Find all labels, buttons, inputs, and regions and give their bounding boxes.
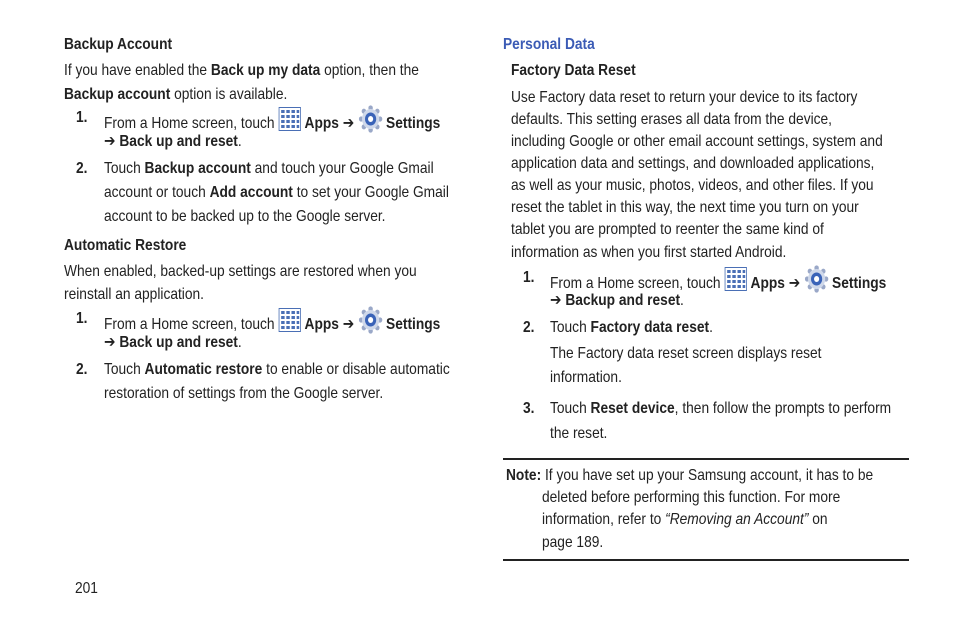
step-number: 2. <box>76 361 88 378</box>
reset-step1-line2: ➔ Backup and reset. <box>550 292 684 309</box>
step-number: 2. <box>523 319 535 336</box>
factory-data-reset-heading: Factory Data Reset <box>511 62 636 79</box>
note-line3: information, refer to “Removing an Account” on <box>542 511 828 528</box>
restore-step2-line1: Touch Automatic restore to enable or disable automatic <box>104 361 450 378</box>
settings-gear-icon <box>358 306 382 342</box>
backup-intro-line2: Backup account option is available. <box>64 86 288 103</box>
step-number: 1. <box>76 109 88 126</box>
restore-step1-line1: From a Home screen, touch Apps ➔ Settings <box>104 307 495 343</box>
page-number: 201 <box>75 580 98 597</box>
backup-step2-line3: account to be backed up to the Google server. <box>104 208 386 225</box>
body-line: Use Factory data reset to return your device to its factory <box>511 89 858 106</box>
step-number: 3. <box>523 400 535 417</box>
reset-step3-line2: the reset. <box>550 425 608 442</box>
body-line: defaults. This setting erases all data from the device, <box>511 111 832 128</box>
body-line: reset the tablet in this way, the next time you turn on your <box>511 199 859 216</box>
apps-grid-icon <box>278 308 300 340</box>
note-line1: Note: If you have set up your Samsung account, it has to be <box>506 467 874 484</box>
backup-account-heading: Backup Account <box>64 36 173 53</box>
note-line2: deleted before performing this function. For more <box>542 489 841 506</box>
backup-step1-line1: From a Home screen, touch Apps ➔ Settings <box>104 106 495 142</box>
reset-step1-line1: From a Home screen, touch Apps ➔ Settings <box>550 266 941 302</box>
step-number: 1. <box>523 269 535 286</box>
restore-step2-line2: restoration of settings from the Google server. <box>104 385 384 402</box>
note-bottom-rule <box>503 559 909 561</box>
body-line: tablet you are prompted to reenter the same kind of <box>511 221 824 238</box>
step-number: 1. <box>76 310 88 327</box>
step-number: 2. <box>76 160 88 177</box>
automatic-restore-heading: Automatic Restore <box>64 237 187 254</box>
reset-step2-sub-line2: information. <box>550 369 622 386</box>
settings-gear-icon <box>804 265 828 301</box>
restore-intro-line1: When enabled, backed-up settings are restored when you <box>64 263 417 280</box>
settings-gear-icon <box>358 105 382 141</box>
restore-step1-line2: ➔ Back up and reset. <box>104 334 242 351</box>
restore-intro-line2: reinstall an application. <box>64 286 204 303</box>
backup-intro-line1: If you have enabled the Back up my data option, then the <box>64 62 419 79</box>
reset-step2-line1: Touch Factory data reset. <box>550 319 713 336</box>
note-top-rule <box>503 458 909 460</box>
body-line: information as when you first started Android. <box>511 244 787 261</box>
note-line4: page 189. <box>542 534 604 551</box>
backup-step1-line2: ➔ Back up and reset. <box>104 133 242 150</box>
apps-grid-icon <box>278 107 300 139</box>
reset-step3-line1: Touch Reset device, then follow the prompts to perform <box>550 400 892 417</box>
body-line: application data and settings, and downloaded applications, <box>511 155 875 172</box>
body-line: including Google or other email account settings, system and <box>511 133 883 150</box>
note-xref-link[interactable]: “Removing an Account” <box>665 511 809 528</box>
backup-step2-line1: Touch Backup account and touch your Google Gmail <box>104 160 434 177</box>
reset-step2-sub-line1: The Factory data reset screen displays reset <box>550 345 822 362</box>
body-line: as well as your music, photos, videos, and other files. If you <box>511 177 874 194</box>
apps-grid-icon <box>724 267 746 299</box>
section-title: Personal Data <box>503 36 595 53</box>
backup-step2-line2: account or touch Add account to set your Google Gmail <box>104 184 449 201</box>
